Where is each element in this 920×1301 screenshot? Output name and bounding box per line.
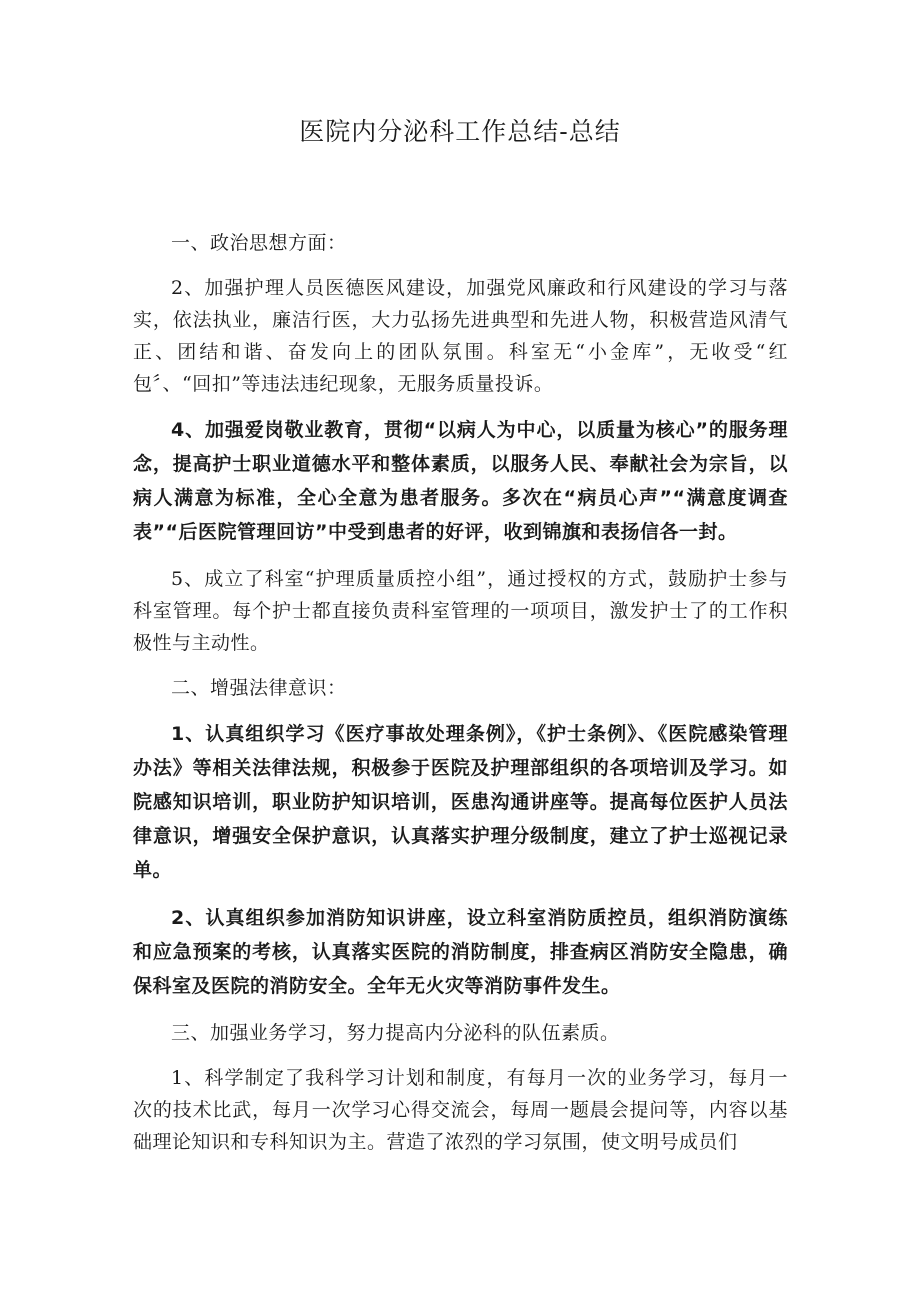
paragraph-item-5: 5、成立了科室“护理质量质控小组”，通过授权的方式，鼓励护士参与科室管理。每个护士都直接负责科室管理的一项项目，激发护士了的工作积极性与主动性。 [133, 568, 788, 654]
paragraph-study-1: 1、科学制定了我科学习计划和制度，有每月一次的业务学习，每月一次的技术比武，每月一次学习心得交流会，每周一题晨会提问等，内容以基础理论知识和专科知识为主。营造了浓烈的学习氛围，使文明号成员们 [133, 1067, 788, 1153]
paragraph-item-4: 4、加强爱岗敬业教育，贯彻“以病人为中心，以质量为核心”的服务理念，提高护士职业道德水平和整体素质，以服务人民、奉献社会为宗旨，以病人满意为标准，全心全意为患者服务。多次在“病员心声”“满意度调查表”“后医院管理回访”中受到患者的好评，收到锦旗和表扬信各一封。 [133, 419, 788, 543]
document-body [133, 227, 788, 1171]
document-title: 医院内分泌科工作总结-总结 [299, 117, 621, 146]
section-heading-law: 二、增强法律意识： [171, 677, 347, 699]
paragraph-law-2: 2、认真组织参加消防知识讲座，设立科室消防质控员，组织消防演练和应急预案的考核，认真落实医院的消防制度，排查病区消防安全隐患，确保科室及医院的消防安全。全年无火灾等消防事件发生。 [133, 907, 788, 997]
section-heading-study: 三、加强业务学习，努力提高内分泌科的队伍素质。 [171, 1022, 620, 1044]
paragraph-law-1: 1、认真组织学习《医疗事故处理条例》，《护士条例》、《医院感染管理办法》等相关法律法规，积极参于医院及护理部组织的各项培训及学习。如院感知识培训，职业防护知识培训，医患沟通讲座等。提高每位医护人员法律意识，增强安全保护意识，认真落实护理分级制度，建立了护士巡视记录单。 [133, 723, 788, 881]
paragraph-item-2: 2、加强护理人员医德医风建设，加强党风廉政和行风建设的学习与落实，依法执业，廉洁行医，大力弘扬先进典型和先进人物，积极营造风清气正、团结和谐、奋发向上的团队氛围。科室无“小金库”，无收受“红包〞、“回扣”等违法违纪现象，无服务质量投诉。 [133, 277, 788, 395]
section-heading-politics: 一、政治思想方面： [171, 232, 347, 254]
